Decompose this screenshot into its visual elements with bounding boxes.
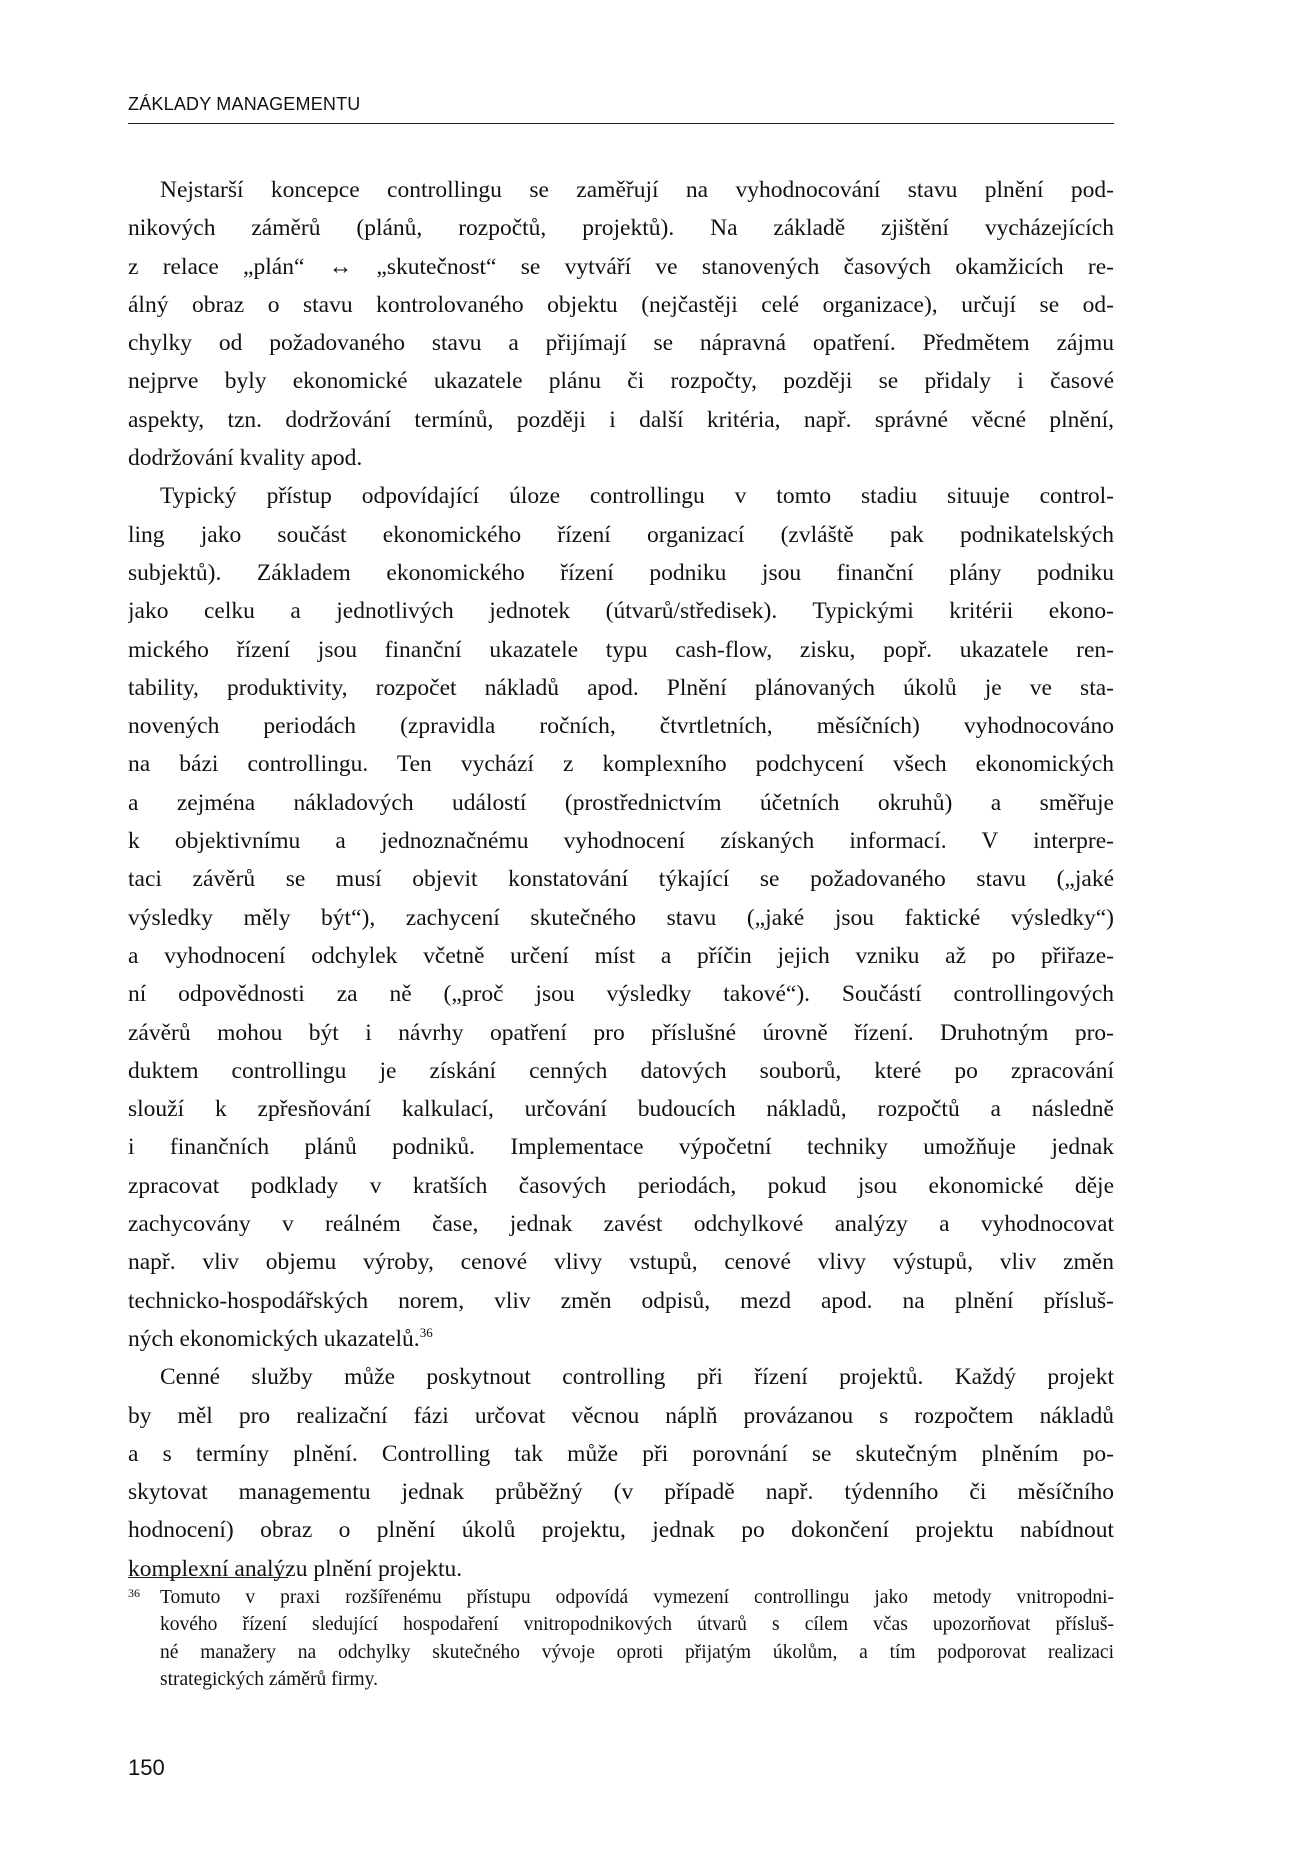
- text-line-content: ling jako součást ekonomického řízení organizací (zvláště pak podnikatelských: [128, 521, 1114, 548]
- paragraph: [128, 477, 1114, 1358]
- text-line: [128, 745, 1114, 783]
- text-line-content: novených periodách (zpravidla ročních, čtvrtletních, měsíčních) vyhodnocováno: [128, 713, 1114, 740]
- text-line: [128, 860, 1114, 898]
- text-line-content: zpracovat podklady v kratších časových periodách, pokud jsou ekonomické děje: [128, 1172, 1114, 1199]
- text-line-content: a zejména nákladových událostí (prostřednictvím účetních okruhů) a směřuje: [128, 789, 1114, 816]
- text-line-content: nejprve byly ekonomické ukazatele plánu či rozpočty, později se přidaly i časové: [128, 368, 1114, 395]
- text-line: [128, 401, 1114, 439]
- text-line: [128, 822, 1114, 860]
- text-line-content: výsledky měly být“), zachycení skutečného stavu („jaké jsou faktické výsledky“): [128, 904, 1114, 931]
- text-line: [128, 1320, 1114, 1358]
- text-line: [128, 209, 1114, 247]
- text-line-content: aspekty, tzn. dodržování termínů, později i další kritéria, např. správné věcné plnění,: [128, 406, 1114, 433]
- text-line: [128, 1014, 1114, 1052]
- text-line-content: Nejstarší koncepce controllingu se zaměřují na vyhodnocování stavu plnění pod-: [160, 177, 1114, 203]
- text-line: [128, 669, 1114, 707]
- footnote-line: né manažery na odchylky skutečného vývoje oproti přijatým úkolům, a tím podporovat realizaci: [160, 1641, 1114, 1663]
- text-line-content: zachycovány v reálném čase, jednak zavést odchylkové analýzy a vyhodnocovat: [128, 1211, 1114, 1238]
- text-line-content: taci závěrů se musí objevit konstatování týkající se požadovaného stavu („jaké: [128, 866, 1114, 893]
- text-line-content: technicko-hospodářských norem, vliv změn odpisů, mezd apod. na plnění přísluš-: [128, 1287, 1114, 1314]
- text-line-content: např. vliv objemu výroby, cenové vlivy vstupů, cenové vlivy výstupů, vliv změn: [128, 1249, 1114, 1276]
- text-line-content: komplexní analýzu plnění projektu.: [128, 1555, 463, 1582]
- text-line: [128, 1550, 1114, 1588]
- text-line: [128, 937, 1114, 975]
- text-line-content: chylky od požadovaného stavu a přijímají se nápravná opatření. Předmětem zájmu: [128, 330, 1114, 357]
- text-line-content: ní odpovědnosti za ně („proč jsou výsledky takové“). Součástí controllingových: [128, 981, 1114, 1008]
- paragraph: [128, 1358, 1114, 1588]
- text-line-content: jako celku a jednotlivých jednotek (útvarů/středisek). Typickými kritérii ekono-: [128, 598, 1114, 625]
- text-line-content: nikových záměrů (plánů, rozpočtů, projektů). Na základě zjištění vycházejících: [128, 215, 1114, 242]
- footnote-line: strategických záměrů firmy.: [160, 1668, 379, 1690]
- footnote-separator: [128, 1577, 288, 1578]
- text-line-content: k objektivnímu a jednoznačnému vyhodnocení získaných informací. V interpre-: [128, 828, 1114, 855]
- text-line-content: mického řízení jsou finanční ukazatele typu cash-flow, zisku, popř. ukazatele ren-: [128, 636, 1114, 663]
- text-line-content: na bázi controllingu. Ten vychází z komplexního podchycení všech ekonomických: [128, 751, 1114, 778]
- footnote-line: kového řízení sledující hospodaření vnitropodnikových útvarů s cílem včas upozorňovat přísluš-: [160, 1614, 1114, 1636]
- text-line: [128, 516, 1114, 554]
- header-rule: [128, 123, 1114, 124]
- text-line: [128, 1205, 1114, 1243]
- text-line-content: dodržování kvality apod.: [128, 445, 363, 472]
- text-line: [128, 1435, 1114, 1473]
- text-line-content: z relace „plán“ ↔ „skutečnost“ se vytváří ve stanovených časových okamžicích re-: [128, 253, 1114, 280]
- text-line-content: hodnocení) obraz o plnění úkolů projektu, jednak po dokončení projektu nabídnout: [128, 1517, 1114, 1544]
- text-line-content: skytovat managementu jednak průběžný (v případě např. týdenního či měsíčního: [128, 1479, 1114, 1506]
- text-line-content: slouží k zpřesňování kalkulací, určování budoucích nákladů, rozpočtů a následně: [128, 1096, 1114, 1123]
- text-line: [128, 1511, 1114, 1549]
- text-line: [128, 439, 1114, 477]
- running-head-title: ZÁKLADY MANAGEMENTU: [128, 94, 361, 114]
- text-line: [128, 784, 1114, 822]
- text-line-content: Typický přístup odpovídající úloze controllingu v tomto stadiu situuje control-: [160, 483, 1114, 510]
- footnote: [128, 1584, 1114, 1693]
- text-line: [128, 1052, 1114, 1090]
- text-line: [128, 248, 1114, 286]
- text-line: [128, 171, 1114, 209]
- text-line: [128, 592, 1114, 630]
- text-line-content: závěrů mohou být i návrhy opatření pro příslušné úrovně řízení. Druhotným pro-: [128, 1019, 1114, 1046]
- text-line: [128, 362, 1114, 400]
- text-line-content: i finančních plánů podniků. Implementace výpočetní techniky umožňuje jednak: [128, 1134, 1114, 1161]
- body-text: [128, 171, 1114, 1588]
- text-line: [128, 324, 1114, 362]
- text-line-content: tability, produktivity, rozpočet nákladů apod. Plnění plánovaných úkolů je ve sta-: [128, 674, 1114, 701]
- text-line-content: duktem controllingu je získání cenných datových souborů, které po zpracování: [128, 1057, 1114, 1084]
- text-line: [128, 286, 1114, 324]
- text-line: [128, 1282, 1114, 1320]
- text-line-content: a vyhodnocení odchylek včetně určení míst a příčin jejich vzniku až po přiřaze-: [128, 942, 1114, 969]
- text-line-content: by měl pro realizační fázi určovat věcnou náplň provázanou s rozpočtem nákladů: [128, 1402, 1114, 1429]
- text-line: [128, 707, 1114, 745]
- text-line-content: a s termíny plnění. Controlling tak může při porovnání se skutečným plněním po-: [128, 1440, 1114, 1467]
- text-line: [128, 975, 1114, 1013]
- text-line: [128, 1167, 1114, 1205]
- footnote-text: [160, 1584, 1114, 1693]
- text-line: [128, 554, 1114, 592]
- text-line: [128, 1243, 1114, 1281]
- text-line-content: ných ekonomických ukazatelů.: [128, 1325, 420, 1352]
- text-line: [128, 899, 1114, 937]
- footnote-number: 36: [128, 1586, 140, 1600]
- text-line-content: Cenné služby může poskytnout controlling při řízení projektů. Každý projekt: [160, 1364, 1114, 1391]
- text-line: [128, 631, 1114, 669]
- page-number: 150: [128, 1755, 165, 1780]
- text-line-content: álný obraz o stavu kontrolovaného objektu (nejčastěji celé organizace), určují se od-: [128, 291, 1114, 318]
- footnote-reference[interactable]: 36: [419, 1324, 433, 1340]
- text-line: [128, 1090, 1114, 1128]
- text-line: [128, 1397, 1114, 1435]
- footnote-line: Tomuto v praxi rozšířenému přístupu odpovídá vymezení controllingu jako metody vnitropodni-: [160, 1587, 1114, 1608]
- paragraph: [128, 171, 1114, 477]
- text-line: [128, 1358, 1114, 1396]
- text-line: [128, 1473, 1114, 1511]
- text-line: [128, 477, 1114, 515]
- text-line: [128, 1128, 1114, 1166]
- text-line-content: subjektů). Základem ekonomického řízení podniku jsou finanční plány podniku: [128, 559, 1114, 586]
